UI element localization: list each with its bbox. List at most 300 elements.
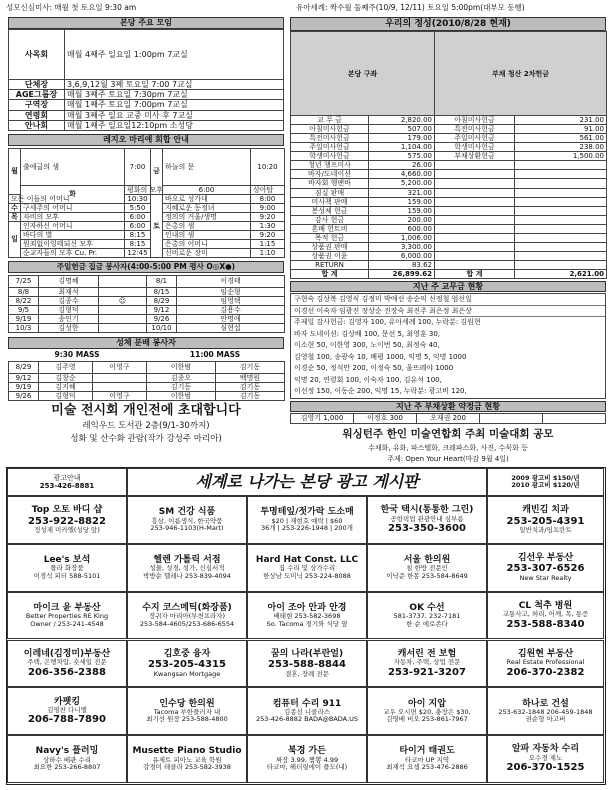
- legio-praesidium: 신비로운 장미: [163, 248, 251, 257]
- ad-cell[interactable]: [127, 592, 247, 640]
- sunday-mark: [99, 287, 147, 296]
- ad-business-name: 김원현 부동산: [517, 648, 574, 659]
- debt-amount: 231.00: [515, 116, 607, 125]
- legio-time: 6:00: [125, 221, 151, 230]
- offering-item: 감사 헌금: [291, 215, 369, 224]
- ad-detail: 253-922-8822: [28, 515, 106, 527]
- offering-amount: 159.00: [369, 206, 435, 215]
- ad-detail: 253-632-1848 206-459-1848: [498, 707, 593, 716]
- sunday-server: 안명애: [177, 314, 285, 323]
- ad-detail: 침 한방 전문인: [406, 564, 448, 573]
- communion-server-row: [9, 373, 285, 382]
- legio-time: 8:15: [125, 239, 151, 248]
- legio-day: 월: [9, 149, 21, 195]
- exhibit-title: 미술 전시회 개인전에 초대합니다: [51, 403, 241, 418]
- ad-cell[interactable]: [127, 735, 247, 783]
- dues-line: 이소현 50, 이한영 300, 노이번 50, 최정숙 40,: [294, 341, 440, 350]
- ad-business-name: Top 오토 바디 샵: [31, 505, 103, 516]
- dues-line: 구현숙 김상복 김영식 김정미 박애선 송순익 신정철 엄선일: [291, 294, 605, 306]
- meeting-row: [9, 80, 284, 90]
- ad-detail: 폴라 화장품: [50, 564, 84, 573]
- offering-amount: 5,200.00: [369, 179, 435, 188]
- sunday-server-row: [9, 305, 285, 314]
- ad-business-name: Hard Hat Const. LLC: [255, 555, 359, 566]
- ad-detail: 타코마, 헤더링에이 플도(내): [266, 763, 348, 772]
- ad-detail: 206-370-2382: [506, 666, 585, 678]
- contest-theme: 주제: Open Your Heart(마감 9월 4일): [387, 455, 509, 463]
- ad-cell[interactable]: [247, 544, 367, 592]
- dues-line: 익명 20, 연령회 100, 이숙자 100, 김유석 100,: [294, 375, 442, 384]
- ad-cell[interactable]: [487, 544, 604, 592]
- debt-amount: [515, 161, 607, 170]
- ad-cell[interactable]: [7, 640, 127, 688]
- ad-cell[interactable]: [367, 592, 487, 640]
- communion-date: 9/12: [9, 373, 39, 382]
- ad-business-name: 김선우 부동산: [517, 553, 574, 564]
- sunday-mark: [99, 323, 147, 332]
- offering-item: 청년 챙프미사: [291, 161, 369, 170]
- ad-business-name: 마이크 윤 부동산: [33, 602, 101, 613]
- ad-business-name: 캐빈김 치과: [522, 505, 569, 516]
- ad-cell[interactable]: [247, 496, 367, 544]
- offering-row: [291, 251, 607, 260]
- ad-price: [487, 468, 604, 496]
- legio-praesidium: 하늘의 문: [163, 149, 251, 186]
- debt-amount: [515, 233, 607, 242]
- debt-item: [435, 188, 515, 197]
- sunday-server-row: [9, 314, 285, 323]
- ad-detail: Tacoma 부한플러자 내: [153, 707, 221, 716]
- offering-item: 아침미사헌금: [291, 125, 369, 134]
- ad-detail: 253-946-1103(H-Mart): [150, 524, 224, 533]
- ad-detail: Kwangsan Mortgage: [153, 669, 221, 678]
- debt-item: 주일미사헌금: [435, 134, 515, 143]
- communion-server-b: 이영구: [93, 362, 147, 374]
- ad-detail: 주택, 은행차압, 숏세일 전문: [27, 658, 107, 667]
- communion-server-a: 김주영: [39, 362, 93, 374]
- ad-price-2010: 2010 광고비 $120/년: [511, 481, 580, 489]
- debt-item: [435, 224, 515, 233]
- ad-business-name: 아이 지압: [408, 698, 446, 709]
- legio-praesidium: 원죄없이잉태되신 모후: [21, 239, 125, 248]
- ad-cell[interactable]: [367, 496, 487, 544]
- offering-item: RETURN: [291, 260, 369, 269]
- ad-detail: 206-370-1525: [506, 762, 585, 774]
- ad-banner-title: 세계로 나가는 본당 광고 게시판: [195, 471, 419, 491]
- ad-detail: 이경석 피터 588-5101: [33, 571, 101, 580]
- ad-board: [6, 467, 606, 785]
- legio-time: 6:00: [163, 185, 251, 194]
- legio-row: [9, 221, 285, 230]
- communion-date: 8/29: [9, 362, 39, 374]
- ad-detail: 206-788-7890: [28, 714, 106, 726]
- sunday-servers-header: 주일헌금 집금 봉사자(4:00-5:00 PM 평사 O◎X●): [8, 261, 284, 273]
- debt-amount: [515, 242, 607, 251]
- sunday-date: 8/1: [147, 276, 177, 288]
- legio-time: 9:20: [251, 230, 285, 239]
- legio-praesidium: 바다의 별: [21, 230, 125, 239]
- communion-servers-header: 성체 분배 봉사자: [8, 337, 284, 349]
- offering-row: [291, 188, 607, 197]
- ad-cell[interactable]: [127, 496, 247, 544]
- legio-praesidium: 자비의 모후: [21, 212, 125, 221]
- ad-detail: 김영찬 다니엘: [47, 705, 87, 714]
- debt-amount: [515, 215, 607, 224]
- legio-day: 목: [9, 212, 21, 221]
- ad-cell[interactable]: [247, 687, 367, 735]
- legio-time: 12:45: [125, 248, 151, 257]
- sunday-server: 임영택: [177, 296, 285, 305]
- sunday-mark: [99, 314, 147, 323]
- legio-day: 화: [21, 185, 125, 203]
- ad-cell[interactable]: [7, 735, 127, 783]
- ad-detail: 253-588-8844: [268, 659, 346, 671]
- ad-info: [7, 468, 127, 496]
- meeting-name: 연령회: [9, 110, 65, 120]
- ad-cell[interactable]: [7, 687, 127, 735]
- sunday-server-row: [9, 287, 285, 296]
- legio-time: 9:20: [251, 212, 285, 221]
- debt-item: [435, 206, 515, 215]
- ad-cell[interactable]: [367, 544, 487, 592]
- communion-server-c: 김종오: [147, 373, 216, 382]
- offering-row: [291, 215, 607, 224]
- ad-business-name: 한국 택시(통통한 그린): [380, 505, 474, 516]
- ad-detail: 최요한 253-266-8807: [33, 763, 101, 772]
- legio-header: 레지오 마리애 회합 안내: [8, 134, 284, 146]
- ad-cell[interactable]: [247, 735, 367, 783]
- ad-business-name: SM 건강 식품: [158, 507, 216, 518]
- offering-item: 혼배 헌트비: [291, 224, 369, 233]
- communion-server-row: [9, 362, 285, 374]
- communion-server-c: 이한범: [147, 391, 216, 400]
- ad-detail: 박방순 헬레나 253-839-4094: [143, 571, 231, 580]
- offering-header: 우리의 정성(2010/8/28 현재): [290, 17, 606, 31]
- ad-detail: 자동차, 주택, 상업 전문: [393, 658, 461, 667]
- ad-business-name: OK 수선: [409, 602, 445, 613]
- sunday-mark: [99, 276, 147, 288]
- offering-header-row: [291, 32, 607, 116]
- debt-amount: [515, 170, 607, 179]
- ad-cell[interactable]: [367, 735, 487, 783]
- legio-praesidium: 은총의 샘: [163, 221, 251, 230]
- debt-item: [435, 215, 515, 224]
- sunday-date: 8/29: [147, 296, 177, 305]
- debt-item: [435, 197, 515, 206]
- legio-praesidium: 인자하신 어머니: [21, 221, 125, 230]
- legio-praesidium: 바오로 성가대: [163, 194, 251, 203]
- ad-cell[interactable]: [7, 496, 127, 544]
- dues-line: 김영철 100, 송광숙 10, 배평 1000, 익명 5, 익명 1000: [294, 352, 467, 361]
- legio-row: [9, 203, 285, 212]
- ad-grid: [7, 496, 604, 783]
- meetings-table: [8, 29, 284, 131]
- legio-time: 1:15: [251, 239, 285, 248]
- sunday-server-row: [9, 296, 285, 305]
- offering-total-row: [291, 269, 607, 278]
- ad-detail: 36개 | 253-226-1948 | 200개: [261, 524, 353, 533]
- ad-detail: 집 수리 및 상가수리: [278, 564, 336, 573]
- debt-amount: [515, 206, 607, 215]
- ad-cell[interactable]: [487, 592, 604, 640]
- offering-item: 학생미사헌금: [291, 152, 369, 161]
- legio-row: [9, 239, 285, 248]
- ad-detail: 짜장 3.99, 짬뽕 4.99: [275, 755, 339, 764]
- offering-item: 교 무 금: [291, 116, 369, 125]
- debt-item: [435, 161, 515, 170]
- dues-line: 바자 도네이션: 김상배 100, 문선 5, 최영훈 30,: [294, 329, 440, 338]
- ad-business-name: 카펫킹: [53, 696, 81, 707]
- sunday-server: 김용수: [177, 305, 285, 314]
- ad-business-name: 꿈의 나라(부란얼): [270, 648, 344, 659]
- debt-pledge-cell: [543, 414, 606, 424]
- offering-item: 미사책 판매: [291, 197, 369, 206]
- legio-time: 8:00: [251, 194, 285, 203]
- offering-amount: 3,300.00: [369, 242, 435, 251]
- offering-amount: 4,660.00: [369, 170, 435, 179]
- legio-time: 6:00: [125, 212, 151, 221]
- legio-praesidium: 인내의 샘: [163, 230, 251, 239]
- offering-amount: 507.00: [369, 125, 435, 134]
- meeting-schedule: 매월 3째주 일요 교중 미사 후 7교실: [65, 110, 284, 120]
- sunday-server: 김명혜: [39, 276, 99, 288]
- sunday-server: 최재석: [39, 287, 99, 296]
- offering-amount: 2,820.00: [369, 116, 435, 125]
- ad-detail: 최재석 요셉 253-476-2886: [386, 763, 468, 772]
- ad-cell[interactable]: [487, 687, 604, 735]
- sunday-server: 이경태: [177, 276, 285, 288]
- meeting-name: 구역장: [9, 100, 65, 110]
- offering-amount: 26.00: [369, 161, 435, 170]
- debt-item: 아침미사헌금: [435, 116, 515, 125]
- offering-row: [291, 197, 607, 206]
- legio-row: [9, 212, 285, 221]
- meeting-name: 사목회: [9, 30, 65, 80]
- ad-business-name: Musette Piano Studio: [132, 746, 242, 757]
- ad-detail: 김종선 니콜라스: [283, 707, 331, 716]
- ad-cell[interactable]: [487, 735, 604, 783]
- first-saturday-mass-note: 성모신심미사: 매월 첫 토요일 9:30 am: [6, 3, 137, 12]
- offering-amount: 1,104.00: [369, 143, 435, 152]
- sunday-date: 10/10: [147, 323, 177, 332]
- communion-server-d: 김기동: [216, 362, 285, 374]
- sunday-date: 9/5: [9, 305, 39, 314]
- debt-item: [435, 260, 515, 269]
- meeting-row: [9, 90, 284, 100]
- legio-praesidium: 정의의 거울/생명: [163, 212, 251, 221]
- legio-day: 금: [151, 149, 163, 195]
- ad-info-phone: 253-426-8881: [39, 482, 95, 490]
- ad-detail: 권순형 아고버: [525, 715, 566, 724]
- ad-business-name: 수지 코스메틱(화장품): [142, 602, 232, 613]
- offering-row: [291, 161, 607, 170]
- legio-time: 1:30: [251, 221, 285, 230]
- ad-detail: So. Tacoma 경기와 식당 옆: [266, 619, 348, 628]
- debt-pledge-cell: 김영기 1,000: [291, 414, 354, 424]
- communion-server-a: 김창순: [39, 373, 93, 382]
- offering-item: 봉성체 헌금: [291, 206, 369, 215]
- debt-amount: 91.00: [515, 125, 607, 134]
- debt-pledge-cell: 오재권 200: [417, 414, 480, 424]
- ad-cell[interactable]: [247, 592, 367, 640]
- ad-cell[interactable]: [367, 640, 487, 688]
- meeting-name: 안나회: [9, 120, 65, 130]
- sunday-server: 임순형: [177, 287, 285, 296]
- ad-detail: 253-921-3207: [388, 666, 466, 678]
- mass-930-label: 9:30 MASS: [54, 350, 100, 359]
- sunday-date: 10/3: [9, 323, 39, 332]
- debt-pledge-cell: 이정호 300: [354, 414, 417, 424]
- offering-item: 상품권 판매: [291, 242, 369, 251]
- sunday-mark: [99, 305, 147, 314]
- communion-server-c: 이한범: [147, 362, 216, 374]
- ad-detail: 흥삼, 이름생식, 한국약품: [151, 516, 223, 525]
- ad-detail: 253-350-3600: [388, 523, 466, 535]
- legio-praesidium: 상아탑: [251, 185, 285, 194]
- ad-detail: 결혼, 장례 전문: [285, 669, 329, 678]
- dues-header: 지난 주 교무금 현황: [290, 281, 606, 292]
- communion-server-d: 백명원: [216, 373, 285, 382]
- meeting-row: [9, 30, 284, 80]
- ad-cell[interactable]: [367, 687, 487, 735]
- legio-praesidium: 순교자들의 모후 Cu. Pr.: [21, 248, 125, 257]
- meeting-row: [9, 100, 284, 110]
- ad-cell[interactable]: [127, 640, 247, 688]
- contest-categories: 수채화, 유화, 파스텔화, 크레파스화, 사진, 수묵화 등: [368, 444, 528, 452]
- legio-row: [9, 149, 285, 186]
- ad-price-2009: 2009 광고비 $150/년: [511, 473, 580, 482]
- debt-amount: [515, 179, 607, 188]
- meeting-schedule: 매월 1째주 토요일 7:00pm 7교실: [65, 100, 284, 110]
- sunday-mark: ☺: [99, 296, 147, 305]
- ad-cell[interactable]: [247, 640, 367, 688]
- ad-cell[interactable]: [487, 496, 604, 544]
- ad-detail: Real Estate Professional: [506, 658, 585, 667]
- sunday-servers-table: [8, 275, 284, 333]
- offering-amount: 6,000.00: [369, 251, 435, 260]
- ad-detail: 상하수 배관 수리: [42, 755, 92, 764]
- communion-date: 9/26: [9, 391, 39, 400]
- debt-amount: [515, 260, 607, 269]
- sunday-date: 8/15: [147, 287, 177, 296]
- offering-row: [291, 224, 607, 233]
- sunday-server: 심현섭: [177, 323, 285, 332]
- offering-amount: 575.00: [369, 152, 435, 161]
- dues-line: 이경선 이숙자 임광진 장상순 진장숙 최진주 최은정 최은상: [291, 306, 605, 318]
- legio-time: 5:50: [125, 203, 151, 212]
- sunday-server: 송인기: [39, 314, 99, 323]
- ad-detail: 배태현 253-582-3698: [273, 612, 341, 621]
- ad-cell[interactable]: [127, 687, 247, 735]
- legio-row: [9, 248, 285, 257]
- debt-pledge-cell: [480, 414, 543, 424]
- sunday-server: 김형덕: [39, 305, 99, 314]
- sunday-server: 김종수: [39, 296, 99, 305]
- sunday-server: 김성한: [39, 323, 99, 332]
- debt-pledge-row: [291, 414, 606, 424]
- debt-total-label: 합 계: [435, 269, 515, 278]
- debt-item: [435, 179, 515, 188]
- exhibit-description: 성화 및 산수화 관람(작가 강성주 마리아): [70, 434, 222, 444]
- ad-business-name: 투명테잎/젓가락 도소매: [260, 507, 354, 518]
- offering-amount: 600.00: [369, 224, 435, 233]
- communion-server-row: [9, 382, 285, 391]
- ad-detail: 타코마 UP 지역: [404, 755, 450, 764]
- ad-detail: 정성재 미카엘(성당 앞): [34, 526, 100, 535]
- offering-item: 주일미사헌금: [291, 143, 369, 152]
- ad-business-name: 아이 조아 안과 안경: [267, 602, 347, 613]
- ad-business-name: 알파 자동차 수리: [511, 744, 580, 755]
- ad-detail: 교통사고, 허리, 어깨, 목, 통증: [502, 610, 589, 619]
- ad-business-name: Navy's 플러밍: [35, 746, 99, 757]
- legio-praesidium: 지혜로운 동정녀: [163, 203, 251, 212]
- legio-time: 10:20: [251, 149, 285, 186]
- legio-day: 수: [9, 203, 21, 212]
- communion-date: 9/19: [9, 382, 39, 391]
- legio-row: [9, 230, 285, 239]
- sunday-date: 8/8: [9, 287, 39, 296]
- offering-row: [291, 134, 607, 143]
- debt-item: [435, 233, 515, 242]
- debt-item: 부채상환헌금: [435, 152, 515, 161]
- ad-business-name: 캐서린 전 보험: [397, 648, 457, 659]
- legio-praesidium: 평화의 모후: [125, 185, 151, 194]
- ad-business-name: 김호중 융자: [163, 648, 211, 659]
- meeting-schedule: 3,6,9,12월 3째 토요일 7:00 7교실: [65, 80, 284, 90]
- meeting-name: 단체장: [9, 80, 65, 90]
- debt-total: 2,621.00: [515, 269, 607, 278]
- offering-amount: 1,006.00: [369, 233, 435, 242]
- legio-praesidium: 모든 이들의 어머니: [9, 194, 21, 203]
- ad-cell[interactable]: [487, 640, 604, 688]
- exhibit-venue: 레익우드 도서관 2층(9/1-30까지): [82, 421, 210, 431]
- legio-praesidium: 은총의 어머니: [163, 239, 251, 248]
- dues-line: 이선정 150, 이동순 200, 익명 15, 누락분: 광고비 120,: [294, 387, 467, 396]
- legio-row: [9, 194, 285, 203]
- legio-time: 8:15: [125, 230, 151, 239]
- ad-cell[interactable]: [7, 544, 127, 592]
- offering-row: [291, 260, 607, 269]
- debt-item: 특전미사헌금: [435, 125, 515, 134]
- communion-server-a: 김형덕: [39, 391, 93, 400]
- offering-row: [291, 206, 607, 215]
- offering-amount: 321.00: [369, 188, 435, 197]
- ad-banner: [127, 468, 487, 496]
- ad-detail: 일반치과/임프란트: [519, 526, 572, 535]
- legio-praesidium: 출애굽의 샘: [21, 149, 125, 186]
- ad-cell[interactable]: [7, 592, 127, 640]
- debt-amount: [515, 251, 607, 260]
- legio-time: 9:00: [251, 203, 285, 212]
- offering-row: [291, 143, 607, 152]
- ad-detail: 김영배 비오 253-861-7967: [386, 715, 468, 724]
- sunday-date: 9/19: [9, 314, 39, 323]
- sunday-date: 8/22: [9, 296, 39, 305]
- ad-detail: 오수경 제노: [528, 753, 563, 762]
- ad-detail: 한상남 도미닉 253-224-8088: [263, 571, 351, 580]
- ad-detail: 한 순 에로존다: [406, 619, 448, 628]
- communion-servers-table: [8, 361, 284, 401]
- ad-detail: 253-588-8340: [506, 618, 585, 630]
- debt-item: [435, 251, 515, 260]
- communion-server-a: 김지혜: [39, 382, 93, 391]
- legio-table: [8, 148, 284, 258]
- legio-time: 1:10: [251, 248, 285, 257]
- ad-detail: 공항픽업 관광안내 심부름: [390, 514, 464, 523]
- ad-cell[interactable]: [127, 544, 247, 592]
- sunday-date: 9/12: [147, 305, 177, 314]
- debt-amount: [515, 224, 607, 233]
